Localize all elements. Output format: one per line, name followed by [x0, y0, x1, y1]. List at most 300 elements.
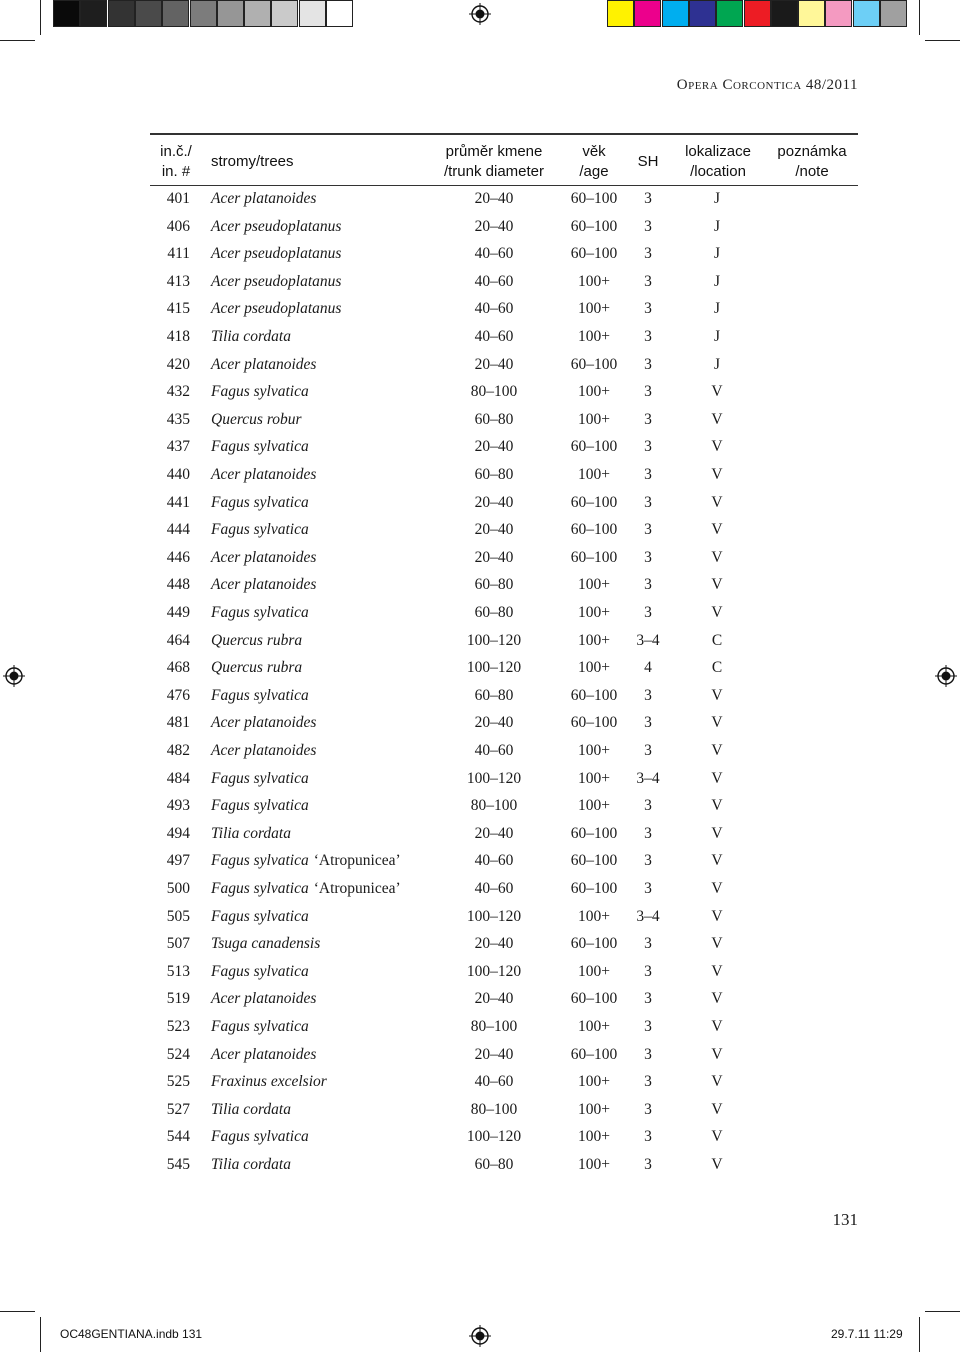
cell-diameter: 60–80: [474, 576, 514, 594]
table-row: [150, 985, 858, 1012]
species-name: Acer platanoides: [211, 576, 317, 594]
species-name: Acer pseudoplatanus: [211, 272, 342, 290]
cell-age: 100+: [578, 383, 610, 401]
cell-diameter: 60–80: [474, 410, 514, 428]
cell-age: 100+: [578, 1073, 610, 1091]
cell-age: 100+: [578, 962, 610, 980]
cell-sh: 3: [644, 797, 652, 815]
cell-diameter: 40–60: [474, 852, 514, 870]
cell-species: [211, 351, 316, 378]
cell-sh: 3: [644, 410, 652, 428]
cell-sh: 3: [644, 576, 652, 594]
species-name: Fagus sylvatica: [211, 604, 309, 621]
species-name: Quercus rubra: [211, 631, 303, 649]
header-age-line2: /age: [579, 163, 609, 180]
cell-age: 60–100: [570, 935, 618, 953]
process-swatch: [771, 0, 798, 27]
cell-species: [211, 240, 341, 267]
cell-diameter: 100–120: [466, 1128, 522, 1146]
cell-species: [211, 1096, 291, 1123]
process-swatch: [689, 0, 716, 27]
cell-species: [211, 654, 302, 681]
gray-swatch: [217, 0, 244, 27]
gray-swatch: [80, 0, 107, 27]
table-row: [150, 1013, 858, 1040]
table-row: [150, 571, 858, 598]
cell-age: 100+: [578, 1018, 610, 1035]
cell-species: [211, 903, 309, 930]
cell-diameter: 40–60: [474, 300, 514, 318]
cell-species: [211, 268, 341, 295]
cell-id: 435: [166, 410, 190, 428]
cell-diameter: 20–40: [474, 824, 514, 842]
cell-species: [211, 847, 401, 874]
crop-mark-top-left-v: [40, 0, 41, 35]
cell-location: J: [713, 190, 721, 207]
cell-diameter: 60–80: [474, 686, 514, 704]
cell-age: 60–100: [570, 245, 618, 263]
cell-species: [211, 185, 316, 212]
table-row: [150, 792, 858, 819]
cell-sh: 3: [644, 217, 652, 235]
cell-species: [211, 516, 309, 543]
header-species: stromy/trees: [211, 153, 294, 170]
cell-age: 60–100: [570, 493, 618, 511]
cell-diameter: 40–60: [474, 272, 514, 290]
cell-location: V: [711, 907, 723, 925]
cell-age: 60–100: [570, 714, 618, 732]
cell-id: 413: [166, 272, 190, 290]
cell-species: [211, 930, 320, 957]
species-name: Acer platanoides: [211, 714, 317, 732]
species-name: Acer pseudoplatanus: [211, 245, 342, 263]
cell-age: 60–100: [570, 521, 618, 539]
cell-species: [211, 875, 401, 902]
species-name: Acer platanoides: [211, 355, 317, 373]
cell-location: V: [711, 1100, 723, 1118]
table-row: [150, 709, 858, 736]
cell-diameter: 40–60: [474, 328, 514, 345]
crop-mark-bottom-right-v: [919, 1317, 920, 1352]
table-row: [150, 461, 858, 488]
cell-sh: 3: [644, 548, 652, 566]
table-row: [150, 489, 858, 516]
cell-location: V: [711, 410, 723, 428]
header-age: [554, 142, 634, 182]
table-row: [150, 516, 858, 543]
species-name: Fagus sylvatica: [211, 1128, 309, 1146]
species-name: Tilia cordata: [211, 328, 291, 345]
cell-id: 468: [166, 659, 190, 677]
cell-location: V: [711, 438, 723, 456]
table-row: [150, 654, 858, 681]
cell-location: V: [711, 548, 723, 566]
cell-sh: 3: [644, 604, 652, 621]
header-location-line1: lokalizace: [685, 143, 751, 160]
cell-age: 60–100: [570, 880, 618, 897]
cell-age: 100+: [578, 659, 610, 677]
cell-diameter: 100–120: [466, 769, 522, 787]
registration-target-icon: [3, 665, 25, 687]
cell-id: 432: [166, 383, 190, 401]
species-name: Tilia cordata: [211, 824, 291, 842]
cell-location: V: [711, 493, 723, 511]
header-id: [150, 142, 202, 182]
cell-age: 60–100: [570, 686, 618, 704]
cell-age: 100+: [578, 466, 610, 483]
cell-species: [211, 295, 341, 322]
species-name: Acer pseudoplatanus: [211, 217, 342, 235]
species-name: Acer platanoides: [211, 1045, 317, 1063]
gray-swatch: [135, 0, 162, 27]
table-row: [150, 682, 858, 709]
cell-sh: 3: [644, 383, 652, 401]
header-diameter-line1: průměr kmene: [445, 143, 543, 160]
cell-sh: 3: [644, 880, 652, 897]
cell-diameter: 80–100: [470, 797, 518, 815]
species-name: Tilia cordata: [211, 1156, 291, 1173]
cell-diameter: 60–80: [474, 1156, 514, 1173]
table-row: [150, 875, 858, 902]
cell-diameter: 20–40: [474, 493, 514, 511]
species-name: Quercus rubra: [211, 659, 303, 677]
cell-sh: 3: [644, 245, 652, 263]
cell-id: 513: [166, 962, 190, 980]
header-diameter: [424, 142, 564, 182]
gray-swatch: [326, 0, 353, 27]
header-note-line1: poznámka: [777, 143, 847, 160]
process-swatch: [634, 0, 661, 27]
table-row: [150, 406, 858, 433]
table-header: [150, 133, 858, 186]
cell-location: J: [713, 328, 721, 345]
cell-sh: 3: [644, 1156, 652, 1173]
cell-location: V: [711, 852, 723, 870]
cell-id: 437: [166, 438, 190, 456]
cell-species: [211, 627, 302, 654]
cell-id: 505: [166, 907, 190, 925]
gray-swatch: [108, 0, 135, 27]
table-row: [150, 737, 858, 764]
cell-id: 476: [166, 686, 190, 704]
cell-sh: 3–4: [636, 907, 660, 925]
cell-id: 411: [167, 245, 190, 263]
table-row: [150, 765, 858, 792]
cell-age: 100+: [578, 604, 610, 621]
table-row: [150, 433, 858, 460]
cell-location: V: [711, 1156, 723, 1173]
slug-date: 29.7.11 11:29: [831, 1327, 903, 1341]
cell-location: V: [711, 824, 723, 842]
cell-sh: 3: [644, 328, 652, 345]
cell-id: 464: [166, 631, 190, 649]
cell-diameter: 80–100: [470, 1018, 518, 1035]
cell-location: V: [711, 576, 723, 594]
cell-species: [211, 406, 302, 433]
process-swatch: [853, 0, 880, 27]
cell-species: [211, 544, 316, 571]
cell-id: 482: [166, 742, 190, 759]
cell-diameter: 100–120: [466, 907, 522, 925]
cell-id: 401: [166, 190, 190, 207]
cell-species: [211, 1041, 316, 1068]
species-name: Tilia cordata: [211, 1100, 291, 1118]
cell-sh: 3: [644, 300, 652, 318]
species-name: Fagus sylvatica: [211, 769, 309, 787]
table-row: [150, 930, 858, 957]
cell-id: 484: [166, 769, 190, 787]
cell-age: 100+: [578, 797, 610, 815]
cell-id: 444: [166, 521, 190, 539]
cell-sh: 3: [644, 714, 652, 732]
cell-species: [211, 820, 291, 847]
cell-sh: 3: [644, 1045, 652, 1063]
cell-species: [211, 1151, 291, 1178]
cell-id: 420: [166, 355, 190, 373]
cell-diameter: 20–40: [474, 190, 514, 207]
cell-id: 494: [166, 824, 190, 842]
cell-id: 481: [166, 714, 190, 732]
cell-species: [211, 599, 309, 626]
cell-location: V: [711, 742, 723, 759]
cell-diameter: 40–60: [474, 245, 514, 263]
cultivar-name: ‘Atropunicea’: [313, 880, 401, 897]
cell-id: 525: [166, 1073, 190, 1091]
cell-species: [211, 1068, 327, 1095]
species-name: Fagus sylvatica: [211, 852, 309, 870]
cell-sh: 4: [644, 659, 652, 677]
cell-species: [211, 433, 309, 460]
process-swatch: [744, 0, 771, 27]
cell-species: [211, 1013, 309, 1040]
cell-sh: 3: [644, 521, 652, 539]
table-row: [150, 185, 858, 212]
cell-sh: 3: [644, 935, 652, 953]
cell-sh: 3: [644, 272, 652, 290]
table-row: [150, 1151, 858, 1178]
cell-location: J: [713, 300, 721, 318]
process-swatch: [798, 0, 825, 27]
cell-id: 440: [166, 466, 190, 483]
cell-location: V: [711, 383, 723, 401]
species-name: Acer platanoides: [211, 742, 317, 759]
cell-diameter: 20–40: [474, 217, 514, 235]
table-row: [150, 544, 858, 571]
table-row: [150, 295, 858, 322]
header-age-line1: věk: [582, 143, 606, 160]
species-name: Fagus sylvatica: [211, 962, 309, 980]
cell-age: 100+: [578, 1128, 610, 1146]
gray-swatch: [299, 0, 326, 27]
slug-file: OC48GENTIANA.indb 131: [60, 1327, 203, 1341]
header-id-line2: in. #: [161, 163, 191, 180]
cell-id: 527: [166, 1100, 190, 1118]
table-row: [150, 820, 858, 847]
cell-sh: 3: [644, 824, 652, 842]
cell-age: 100+: [578, 1100, 610, 1118]
process-swatch: [716, 0, 743, 27]
cell-diameter: 20–40: [474, 521, 514, 539]
species-name: Fagus sylvatica: [211, 383, 309, 401]
cell-id: 449: [166, 604, 190, 621]
process-swatch: [825, 0, 852, 27]
cell-sh: 3: [644, 190, 652, 207]
cell-diameter: 20–40: [474, 990, 514, 1008]
cell-age: 60–100: [570, 824, 618, 842]
cell-diameter: 20–40: [474, 935, 514, 953]
cell-diameter: 60–80: [474, 466, 514, 483]
cell-diameter: 80–100: [470, 1100, 518, 1118]
cell-location: V: [711, 769, 723, 787]
registration-target-icon: [469, 1325, 491, 1347]
cell-species: [211, 1123, 309, 1150]
species-name: Fagus sylvatica: [211, 493, 309, 511]
species-name: Fagus sylvatica: [211, 686, 309, 704]
cell-location: V: [711, 1073, 723, 1091]
cell-age: 100+: [578, 631, 610, 649]
cell-id: 406: [166, 217, 190, 235]
cell-age: 100+: [578, 576, 610, 594]
cell-diameter: 40–60: [474, 1073, 514, 1091]
cell-diameter: 40–60: [474, 742, 514, 759]
page-number: 131: [832, 1210, 858, 1229]
cell-location: V: [711, 714, 723, 732]
crop-mark-top-right-h: [925, 40, 960, 41]
cell-diameter: 20–40: [474, 355, 514, 373]
species-name: Acer platanoides: [211, 548, 317, 566]
cell-species: [211, 378, 309, 405]
header-location-line2: /location: [690, 163, 746, 180]
header-id-line1: in.č./: [160, 143, 192, 160]
cell-diameter: 20–40: [474, 1045, 514, 1063]
table-row: [150, 1123, 858, 1150]
cell-diameter: 100–120: [466, 631, 522, 649]
cell-species: [211, 682, 309, 709]
species-name: Acer platanoides: [211, 466, 317, 483]
table-row: [150, 323, 858, 350]
cell-species: [211, 489, 309, 516]
crop-mark-bottom-right-h: [925, 1311, 960, 1312]
table-row: [150, 1041, 858, 1068]
cell-id: 545: [166, 1156, 190, 1173]
cell-species: [211, 461, 316, 488]
cell-sh: 3: [644, 742, 652, 759]
process-swatch: [662, 0, 689, 27]
cell-location: V: [711, 797, 723, 815]
table-row: [150, 240, 858, 267]
species-name: Fraxinus excelsior: [211, 1073, 327, 1091]
table-row: [150, 378, 858, 405]
cell-diameter: 100–120: [466, 962, 522, 980]
cell-age: 60–100: [570, 852, 618, 870]
cell-sh: 3: [644, 355, 652, 373]
cell-species: [211, 213, 341, 240]
cell-age: 100+: [578, 769, 610, 787]
species-name: Quercus robur: [211, 410, 302, 428]
species-name: Fagus sylvatica: [211, 907, 309, 925]
cell-species: [211, 958, 309, 985]
header-location: [672, 142, 764, 182]
cell-location: V: [711, 935, 723, 953]
header-sh: SH: [637, 153, 659, 170]
cell-id: 446: [166, 548, 190, 566]
cell-location: V: [711, 880, 723, 897]
cell-age: 100+: [578, 742, 610, 759]
header-diameter-line2: /trunk diameter: [443, 163, 545, 180]
cell-age: 60–100: [570, 990, 618, 1008]
cell-age: 60–100: [570, 1045, 618, 1063]
cell-id: 519: [166, 990, 190, 1008]
species-name: Fagus sylvatica: [211, 438, 309, 456]
cell-sh: 3: [644, 962, 652, 980]
header-note: [766, 142, 858, 182]
cell-age: 100+: [578, 272, 610, 290]
gray-swatch: [162, 0, 189, 27]
table-row: [150, 847, 858, 874]
cell-age: 100+: [578, 1156, 610, 1173]
cell-sh: 3: [644, 1073, 652, 1091]
cell-species: [211, 323, 291, 350]
cell-sh: 3: [644, 493, 652, 511]
cell-location: V: [711, 990, 723, 1008]
cell-species: [211, 765, 309, 792]
cell-age: 60–100: [570, 438, 618, 456]
cell-location: V: [711, 1045, 723, 1063]
cell-sh: 3: [644, 990, 652, 1008]
process-swatch: [880, 0, 907, 27]
cell-diameter: 20–40: [474, 714, 514, 732]
cell-age: 100+: [578, 410, 610, 428]
cell-age: 60–100: [570, 217, 618, 235]
cell-sh: 3–4: [636, 631, 660, 649]
gray-swatch: [271, 0, 298, 27]
registration-target-icon: [935, 665, 957, 687]
cell-age: 60–100: [570, 548, 618, 566]
cell-location: C: [711, 659, 723, 677]
table-row: [150, 268, 858, 295]
cell-id: 523: [166, 1018, 190, 1035]
crop-mark-top-left-h: [0, 40, 35, 41]
cell-age: 100+: [578, 328, 610, 345]
cell-location: J: [713, 355, 721, 373]
cell-id: 524: [166, 1045, 190, 1063]
cell-species: [211, 737, 316, 764]
registration-target-icon: [469, 3, 491, 25]
cell-location: C: [711, 631, 723, 649]
running-head: Opera Corcontica 48/2011: [676, 77, 858, 93]
cell-id: 415: [166, 300, 190, 318]
species-name: Fagus sylvatica: [211, 797, 309, 815]
species-name: Fagus sylvatica: [211, 521, 309, 539]
cell-id: 544: [166, 1128, 190, 1146]
header-note-line2: /note: [795, 163, 829, 180]
cell-species: [211, 985, 316, 1012]
cell-sh: 3: [644, 1100, 652, 1118]
cell-diameter: 20–40: [474, 548, 514, 566]
cell-species: [211, 571, 316, 598]
cell-sh: 3: [644, 852, 652, 870]
cell-location: J: [713, 272, 721, 290]
cell-age: 100+: [578, 300, 610, 318]
cell-species: [211, 792, 309, 819]
cell-sh: 3: [644, 466, 652, 483]
cell-diameter: 100–120: [466, 659, 522, 677]
cell-location: V: [711, 521, 723, 539]
cell-sh: 3: [644, 438, 652, 456]
gray-swatch: [53, 0, 80, 27]
table-row: [150, 1068, 858, 1095]
cell-location: J: [713, 245, 721, 263]
